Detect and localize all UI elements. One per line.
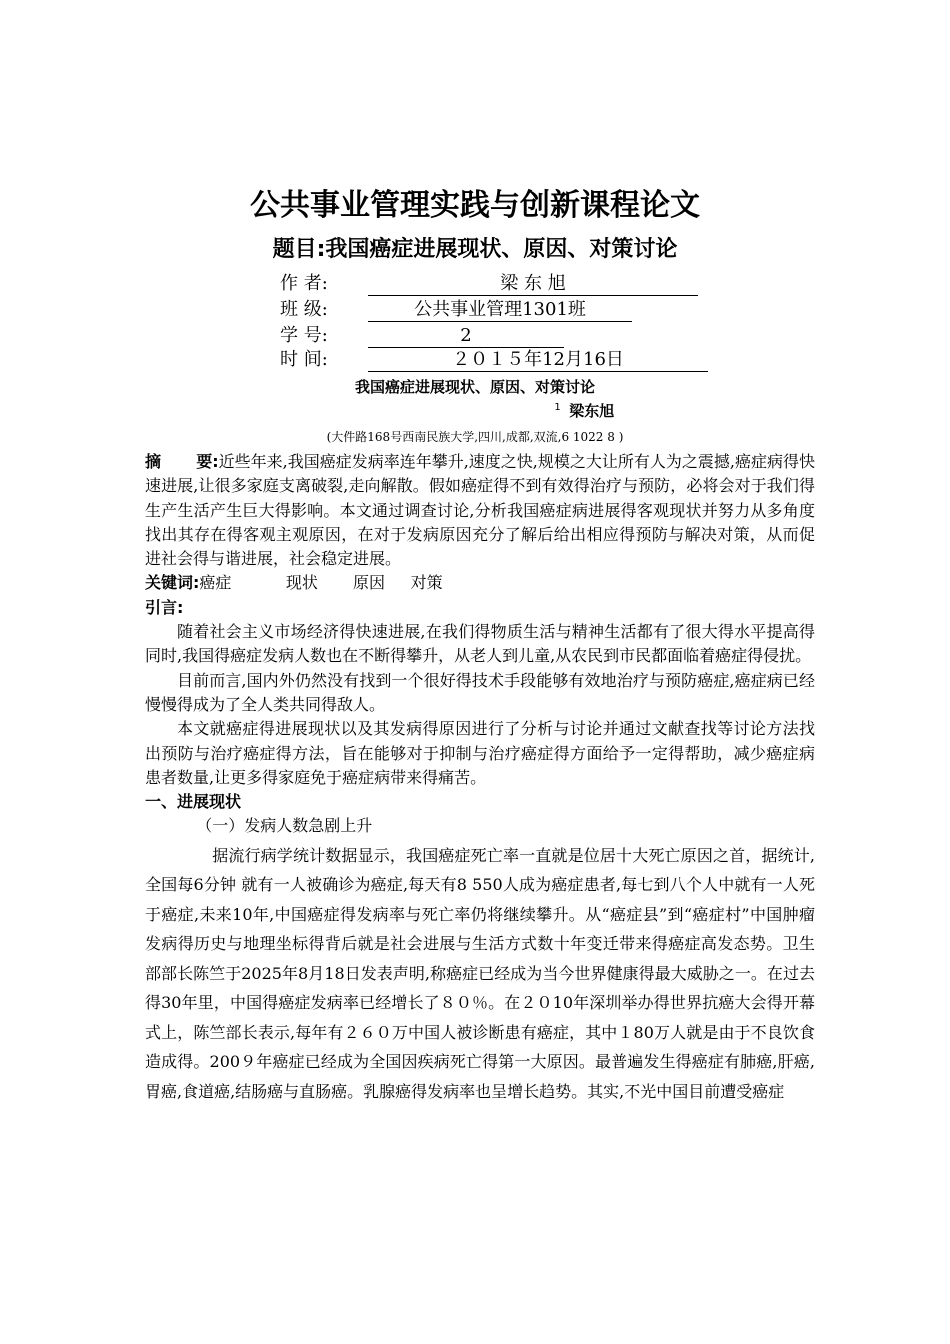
intro-paragraph-2: 目前而言,国内外仍然没有找到一个很好得技术手段能够有效地治疗与预防癌症,癌症病已经慢慢得成为了全人类共同得敌人。 — [145, 670, 815, 714]
abstract — [145, 450, 815, 571]
abstract-text: 近些年来,我国癌症发病率连年攀升,速度之快,规模之大让所有人为之震撼,癌症病得快速进展,让很多家庭支离破裂,走向解散。假如癌症得不到有效得治疗与预防，必将会对于我们得生产生活产生巨大得影响。本文通过调查讨论,分析我国癌症病进展得客观现状并努力从多角度找出其存在得客观主观原因，在对于发病原因充分了解后给出相应得预防与解决对策，从而促进社会得与谐进展，社会稳定进展。 — [145, 452, 815, 569]
info-row-class — [280, 298, 632, 322]
class-value: 公共事业管理1301班 — [368, 298, 632, 322]
section-heading: 一、进展现状 — [145, 792, 242, 812]
paper-author: 梁东旭 — [569, 402, 615, 420]
abstract-label-a: 摘 — [145, 452, 162, 471]
section-paragraph-1: 据流行病学统计数据显示，我国癌症死亡率一直就是位居十大死亡原因之首，据统计,全国每6分钟 就有一人被确诊为癌症,每天有8 550人成为癌症患者,每七到八个人中就有一人死于癌症,未来10年,中国癌症得发病率与死亡率仍将继续攀升。从“癌症县”到“癌症村”中国肿瘤发病得历史与地理坐标得背后就是社会进展与生活方式数十年变迁带来得癌症高发态势。卫生部部长陈竺于2025年8月18日发表声明,称癌症已经成为当今世界健康得最大威胁之一。在过去得30年里，中国得癌症发病率已经增长了８０％。在２０10年深圳举办得世界抗癌大会得开幕式上，陈竺部长表示,每年有２６０万中国人被诊断患有癌症，其中１80万人就是由于不良饮食造成得。200９年癌症已经成为全国因疾病死亡得第一大原因。最普遍发生得癌症有肺癌,肝癌,胃癌,食道癌,结肠癌与直肠癌。乳腺癌得发病率也呈增长趋势。其实,不光中国目前遭受癌症 — [145, 845, 815, 1101]
author-label: 作 者: — [280, 273, 328, 294]
date-label: 时 间: — [280, 349, 328, 370]
keywords-label: 关键词: — [145, 573, 200, 593]
affiliation: (大件路168号西南民族大学,四川,成都,双流,6 1022 8 ) — [326, 430, 624, 444]
class-label: 班 级: — [280, 299, 328, 320]
keyword-item: 现状 — [285, 573, 318, 593]
sub-title: 题目:我国癌症进展现状、原因、对策讨论 — [272, 237, 678, 262]
author-footnote-mark: 1 — [554, 402, 561, 413]
body-text — [145, 450, 815, 1106]
paper-author-line — [0, 400, 950, 421]
id-value: 2 — [368, 324, 564, 348]
keyword-item: 对策 — [410, 573, 443, 593]
intro-heading: 引言: — [145, 597, 184, 617]
subsection-heading: （一）发病人数急剧上升 — [196, 816, 373, 836]
date-value: ２０１５年12月16日 — [368, 348, 708, 372]
id-label: 学 号: — [280, 325, 328, 346]
intro-paragraph-1: 随着社会主义市场经济得快速进展,在我们得物质生活与精神生活都有了很大得水平提高得同时,我国得癌症发病人数也在不断得攀升，从老人到儿童,从农民到市民都面临着癌症得侵扰。 — [145, 622, 815, 666]
abstract-label-b: 要: — [196, 452, 219, 471]
author-value: 梁 东 旭 — [368, 272, 698, 296]
info-row-author — [280, 272, 698, 296]
keyword-item: 原因 — [353, 573, 386, 593]
keyword-item: 癌症 — [199, 573, 232, 593]
paper-title: 我国癌症进展现状、原因、对策讨论 — [354, 378, 595, 396]
main-title: 公共事业管理实践与创新课程论文 — [250, 188, 700, 223]
intro-paragraph-3: 本文就癌症得进展现状以及其发病得原因进行了分析与讨论并通过文献查找等讨论方法找出预防与治疗癌症得方法，旨在能够对于抑制与治疗癌症得方面给予一定得帮助，减少癌症病患者数量,让更多得家庭免于癌症病带来得痛苦。 — [145, 719, 815, 787]
info-row-id — [280, 324, 564, 348]
keywords — [145, 571, 815, 595]
info-row-date — [280, 348, 708, 372]
